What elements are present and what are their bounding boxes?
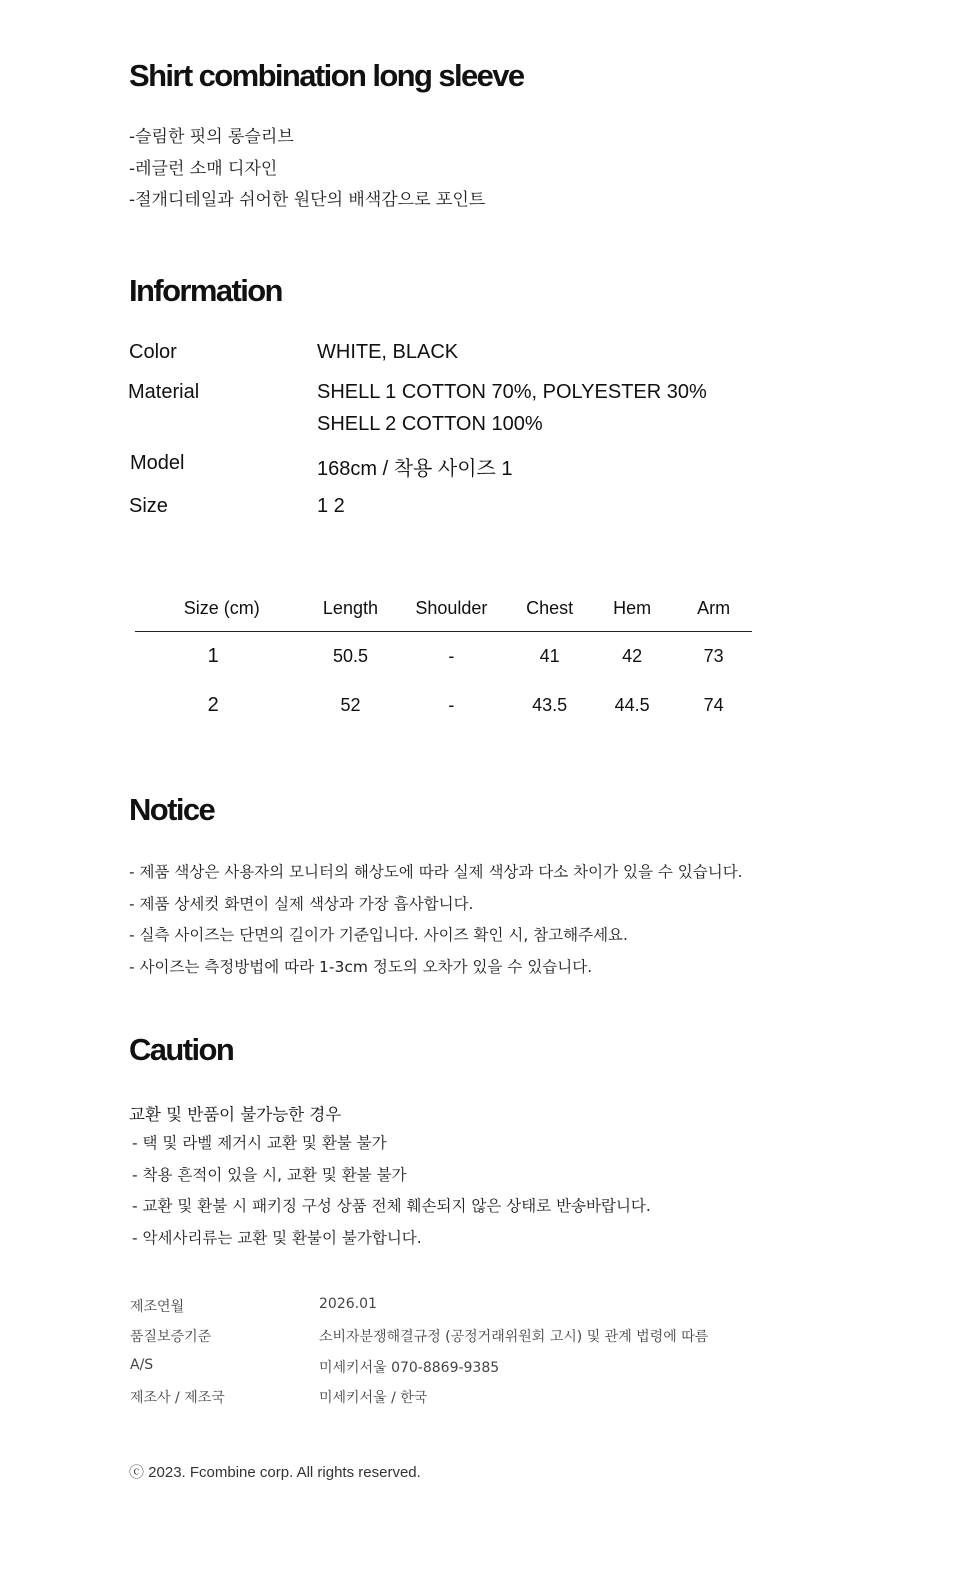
copyright: ⓒ 2023. Fcombine corp. All rights reserved. (129, 1464, 421, 1481)
info-row-model (130, 452, 770, 478)
header-shoulder: Shoulder (393, 585, 511, 632)
cell-size: 2 (207, 694, 219, 716)
cell-hem: 44.5 (614, 695, 650, 715)
spec-value: 소비자분쟁해결규정 (공정거래위원회 고시) 및 관계 법령에 따름 (319, 1329, 709, 1345)
material-line-1: SHELL 1 COTTON 70%, POLYESTER 30% (317, 381, 707, 403)
size-value: 1 2 (317, 495, 345, 517)
caution-item: - 악세사리류는 교환 및 환불이 불가합니다. (132, 1229, 422, 1248)
product-title: Shirt combination long sleeve (129, 58, 524, 93)
spec-label: A/S (130, 1357, 154, 1373)
spec-value: 2026.01 (319, 1296, 377, 1312)
spec-value: 미세키서울 070-8869-9385 (319, 1360, 500, 1376)
description-line: -레글런 소매 디자인 (129, 158, 278, 179)
cell-shoulder: - (448, 646, 455, 666)
caution-subtitle: 교환 및 반품이 불가능한 경우 (129, 1105, 342, 1124)
material-label: Material (128, 381, 200, 403)
description-line: -절개디테일과 쉬어한 원단의 배색감으로 포인트 (129, 190, 486, 210)
spec-row (130, 1387, 830, 1417)
header-arm: Arm (675, 585, 752, 632)
cell-chest: 41 (539, 646, 560, 666)
model-label: Model (130, 452, 185, 474)
cell-length: 50.5 (332, 646, 368, 666)
header-size: Size (cm) (135, 585, 308, 632)
spec-label: 품질보증기준 (130, 1329, 212, 1345)
header-length: Length (308, 585, 392, 632)
cell-length: 52 (340, 695, 361, 715)
size-label: Size (129, 495, 168, 517)
caution-item: - 택 및 라벨 제거시 교환 및 환불 불가 (132, 1134, 387, 1152)
spec-label: 제조사 / 제조국 (130, 1390, 225, 1406)
size-table (135, 585, 752, 730)
size-table-header (135, 585, 752, 632)
caution-heading: Caution (129, 1032, 234, 1067)
header-hem: Hem (589, 585, 675, 632)
notice-list (129, 857, 743, 984)
spec-label: 제조연월 (130, 1299, 185, 1315)
notice-item: - 사이즈는 측정방법에 따라 1-3cm 정도의 오차가 있을 수 있습니다. (129, 958, 593, 977)
notice-item: - 제품 상세컷 화면이 실제 색상과 가장 흡사합니다. (129, 894, 474, 913)
spec-row (130, 1326, 830, 1357)
table-row (135, 632, 752, 682)
product-description (129, 122, 485, 217)
cell-arm: 73 (703, 646, 724, 666)
cell-chest: 43.5 (532, 695, 568, 715)
info-row-material (128, 381, 768, 441)
description-line: -슬림한 핏의 롱슬리브 (129, 127, 294, 147)
color-label: Color (129, 341, 177, 363)
cell-hem: 42 (622, 646, 643, 666)
header-chest: Chest (510, 585, 589, 632)
table-row (135, 681, 752, 730)
spec-row (130, 1357, 830, 1387)
caution-list (132, 1128, 651, 1255)
cell-arm: 74 (703, 695, 724, 715)
cell-shoulder: - (448, 695, 455, 715)
color-value: WHITE, BLACK (317, 341, 459, 363)
spec-table (130, 1296, 830, 1417)
cell-size: 1 (207, 645, 219, 667)
material-line-2: SHELL 2 COTTON 100% (317, 413, 543, 435)
caution-item: - 착용 흔적이 있을 시, 교환 및 환불 불가 (132, 1165, 407, 1184)
model-value: 168cm / 착용 사이즈 1 (317, 458, 513, 480)
notice-heading: Notice (129, 792, 215, 827)
info-row-size (129, 495, 769, 521)
info-row-color (129, 341, 769, 367)
notice-item: - 실측 사이즈는 단면의 길이가 기준입니다. 사이즈 확인 시, 참고해주세요. (129, 926, 628, 945)
information-heading: Information (129, 273, 282, 308)
spec-value: 미세키서울 / 한국 (319, 1390, 428, 1406)
notice-item: - 제품 색상은 사용자의 모니터의 해상도에 따라 실제 색상과 다소 차이가 있을 수 있습니다. (129, 863, 743, 881)
caution-item: - 교환 및 환불 시 패키징 구성 상품 전체 훼손되지 않은 상태로 반송바랍니다. (132, 1197, 651, 1216)
spec-row (130, 1296, 830, 1326)
